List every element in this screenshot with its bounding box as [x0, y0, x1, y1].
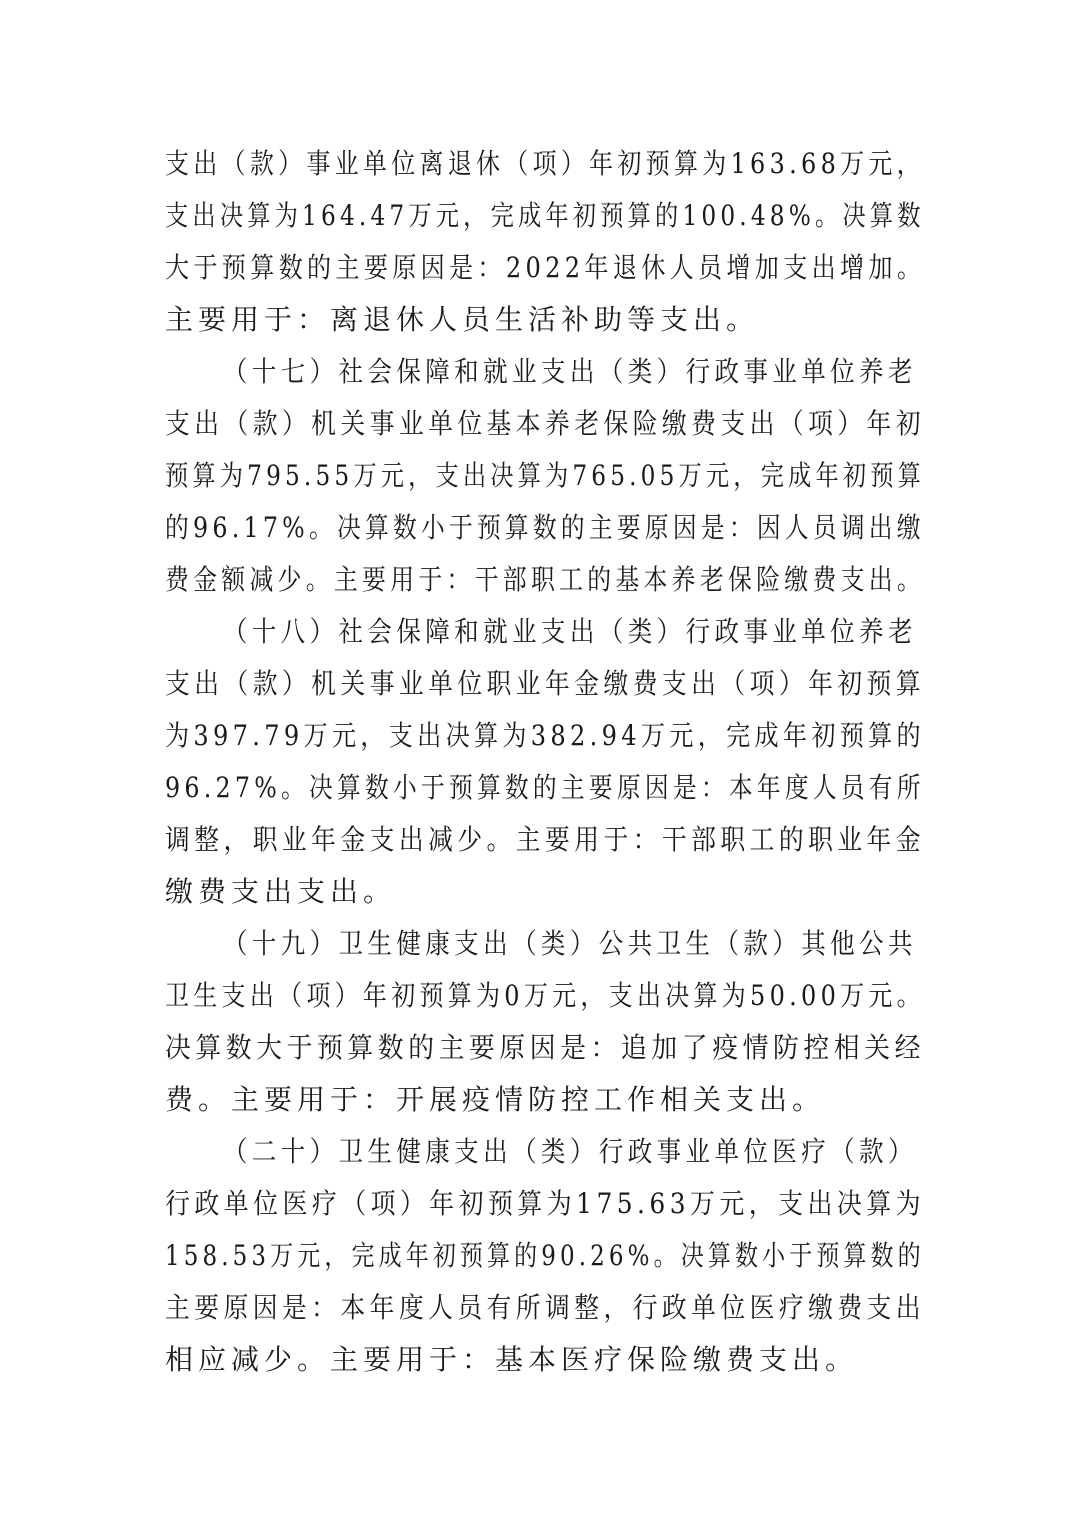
text-line: 的96.17%。决算数小于预算数的主要原因是：因人员调出缴 [165, 511, 925, 544]
text-line: 缴费支出支出。 [165, 875, 397, 908]
text-line: 费。主要用于：开展疫情防控工作相关支出。 [165, 1083, 826, 1116]
paragraph-retirement [165, 138, 925, 346]
text-line: 费金额减少。主要用于：干部职工的基本养老保险缴费支出。 [165, 563, 926, 596]
paragraph-20-medical [165, 1126, 925, 1386]
text-line: 大于预算数的主要原因是：2022年退休人员增加支出增加。 [165, 251, 926, 284]
text-line: 主要用于：离退休人员生活补助等支出。 [165, 303, 760, 336]
text-line: 相应减少。主要用于：基本医疗保险缴费支出。 [165, 1343, 859, 1376]
text-line: （十八）社会保障和就业支出（类）行政事业单位养老 [222, 615, 917, 648]
text-line: （十七）社会保障和就业支出（类）行政事业单位养老 [222, 355, 917, 388]
text-line: 行政单位医疗（项）年初预算为175.63万元，支出决算为 [165, 1187, 925, 1220]
text-line: 预算为795.55万元，支出决算为765.05万元，完成年初预算 [165, 459, 925, 492]
paragraph-18-occupational-annuity [165, 606, 925, 918]
text-line: 为397.79万元，支出决算为382.94万元，完成年初预算的 [165, 719, 925, 752]
document-body [165, 138, 925, 1386]
text-line: 支出决算为164.47万元，完成年初预算的100.48%。决算数 [165, 199, 925, 232]
text-line: 158.53万元，完成年初预算的90.26%。决算数小于预算数的 [165, 1239, 925, 1272]
text-line: 支出（款）机关事业单位基本养老保险缴费支出（项）年初 [165, 407, 926, 440]
paragraph-17-pension-insurance [165, 346, 925, 606]
paragraph-19-public-health [165, 918, 925, 1126]
text-line: 卫生支出（项）年初预算为0万元，支出决算为50.00万元。 [165, 979, 925, 1012]
text-line: 主要原因是：本年度人员有所调整，行政单位医疗缴费支出 [165, 1291, 926, 1324]
text-line: 支出（款）机关事业单位职业年金缴费支出（项）年初预算 [165, 667, 926, 700]
text-line: 96.27%。决算数小于预算数的主要原因是：本年度人员有所 [165, 771, 925, 804]
text-line: 支出（款）事业单位离退休（项）年初预算为163.68万元， [165, 147, 925, 180]
text-line: 调整，职业年金支出减少。主要用于：干部职工的职业年金 [165, 823, 926, 856]
text-line: （二十）卫生健康支出（类）行政事业单位医疗（款） [222, 1135, 917, 1168]
text-line: 决算数大于预算数的主要原因是：追加了疫情防控相关经 [165, 1031, 926, 1064]
text-line: （十九）卫生健康支出（类）公共卫生（款）其他公共 [222, 927, 917, 960]
